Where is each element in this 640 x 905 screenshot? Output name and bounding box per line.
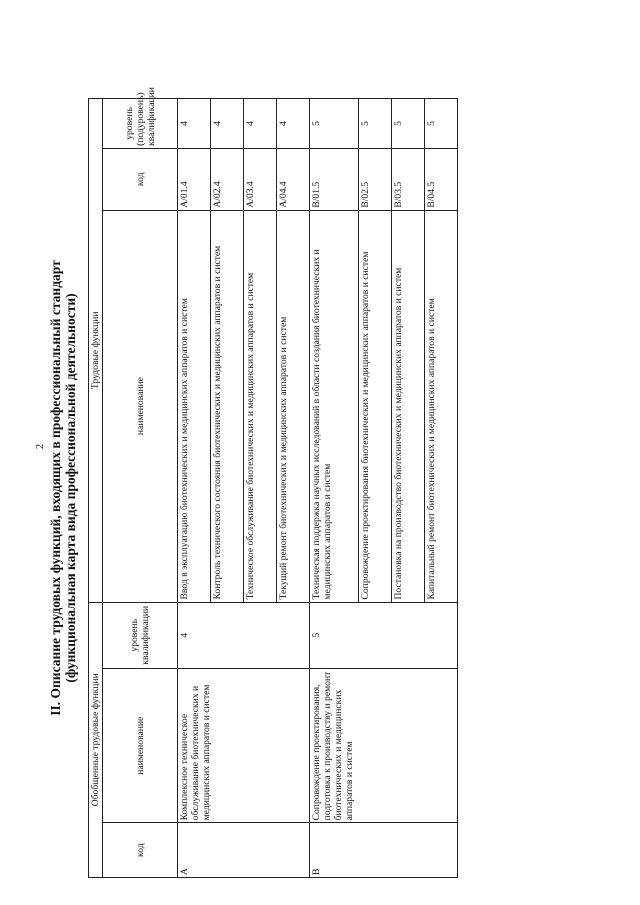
function-name: Текущий ремонт биотехнических и медицинских аппаратов и систем [277, 210, 310, 602]
group-header-row [89, 99, 103, 878]
column-header-row [103, 99, 178, 878]
function-code: B/02.5 [359, 148, 392, 210]
function-level: 5 [359, 99, 392, 149]
tf-level-column-header: уровень (подуровень) квалификации [103, 99, 178, 149]
name-column-header: наименование [103, 669, 178, 823]
code-column-header: код [103, 823, 178, 878]
function-name: Капитальный ремонт биотехнических и медицинских аппаратов и систем [425, 210, 458, 602]
group-level: 5 [310, 602, 458, 669]
function-level: 4 [244, 99, 277, 149]
section-heading [48, 98, 78, 878]
heading-line-1: II. Описание трудовых функций, входящих в профессиональный стандарт [48, 260, 63, 716]
group-name: Комплексное техническое обслуживание биотехнических и медицинских аппаратов и систем [178, 669, 310, 823]
function-level: 4 [277, 99, 310, 149]
function-code: B/03.5 [392, 148, 425, 210]
table-row [178, 99, 211, 878]
function-code: A/01.4 [178, 148, 211, 210]
heading-line-2: (функциональная карта вида профессиональной деятельности) [63, 293, 78, 683]
level-column-header: уровень квалификации [103, 602, 178, 669]
function-name: Ввод в эксплуатацию биотехнических и медицинских аппаратов и систем [178, 210, 211, 602]
page-number: 2 [35, 444, 46, 449]
function-name: Техническая поддержка научных исследований в области создания биотехнических и медицинских аппаратов и систем [310, 210, 359, 602]
function-level: 4 [178, 99, 211, 149]
function-level: 5 [425, 99, 458, 149]
tf-name-column-header: наименование [103, 210, 178, 602]
rotated-page-content [48, 87, 638, 878]
function-name: Постановка на производство биотехнических и медицинских аппаратов и систем [392, 210, 425, 602]
table-row [310, 99, 359, 878]
functional-map-table [88, 87, 458, 878]
group-level: 4 [178, 602, 310, 669]
tf-code-column-header: код [103, 148, 178, 210]
function-level: 5 [392, 99, 425, 149]
function-code: A/02.4 [211, 148, 244, 210]
group-code: A [178, 823, 310, 878]
function-name: Контроль технического состояния биотехнических и медицинских аппаратов и систем [211, 210, 244, 602]
function-name: Сопровождение проектирования биотехнических и медицинских аппаратов и систем [359, 210, 392, 602]
function-code: B/04.5 [425, 148, 458, 210]
labor-functions-header: Трудовые функции [89, 99, 103, 603]
function-code: A/04.4 [277, 148, 310, 210]
function-code: B/01.5 [310, 148, 359, 210]
function-level: 4 [211, 99, 244, 149]
function-code: A/03.4 [244, 148, 277, 210]
function-name: Техническое обслуживание биотехнических и медицинских аппаратов и систем [244, 210, 277, 602]
group-code: B [310, 823, 458, 878]
group-name: Сопровождение проектирования, подготовка к производству и ремонт биотехнических и медицинских аппаратов и систем [310, 669, 458, 823]
function-level: 5 [310, 99, 359, 149]
generalized-functions-header: Обобщенные трудовые функции [89, 602, 103, 877]
